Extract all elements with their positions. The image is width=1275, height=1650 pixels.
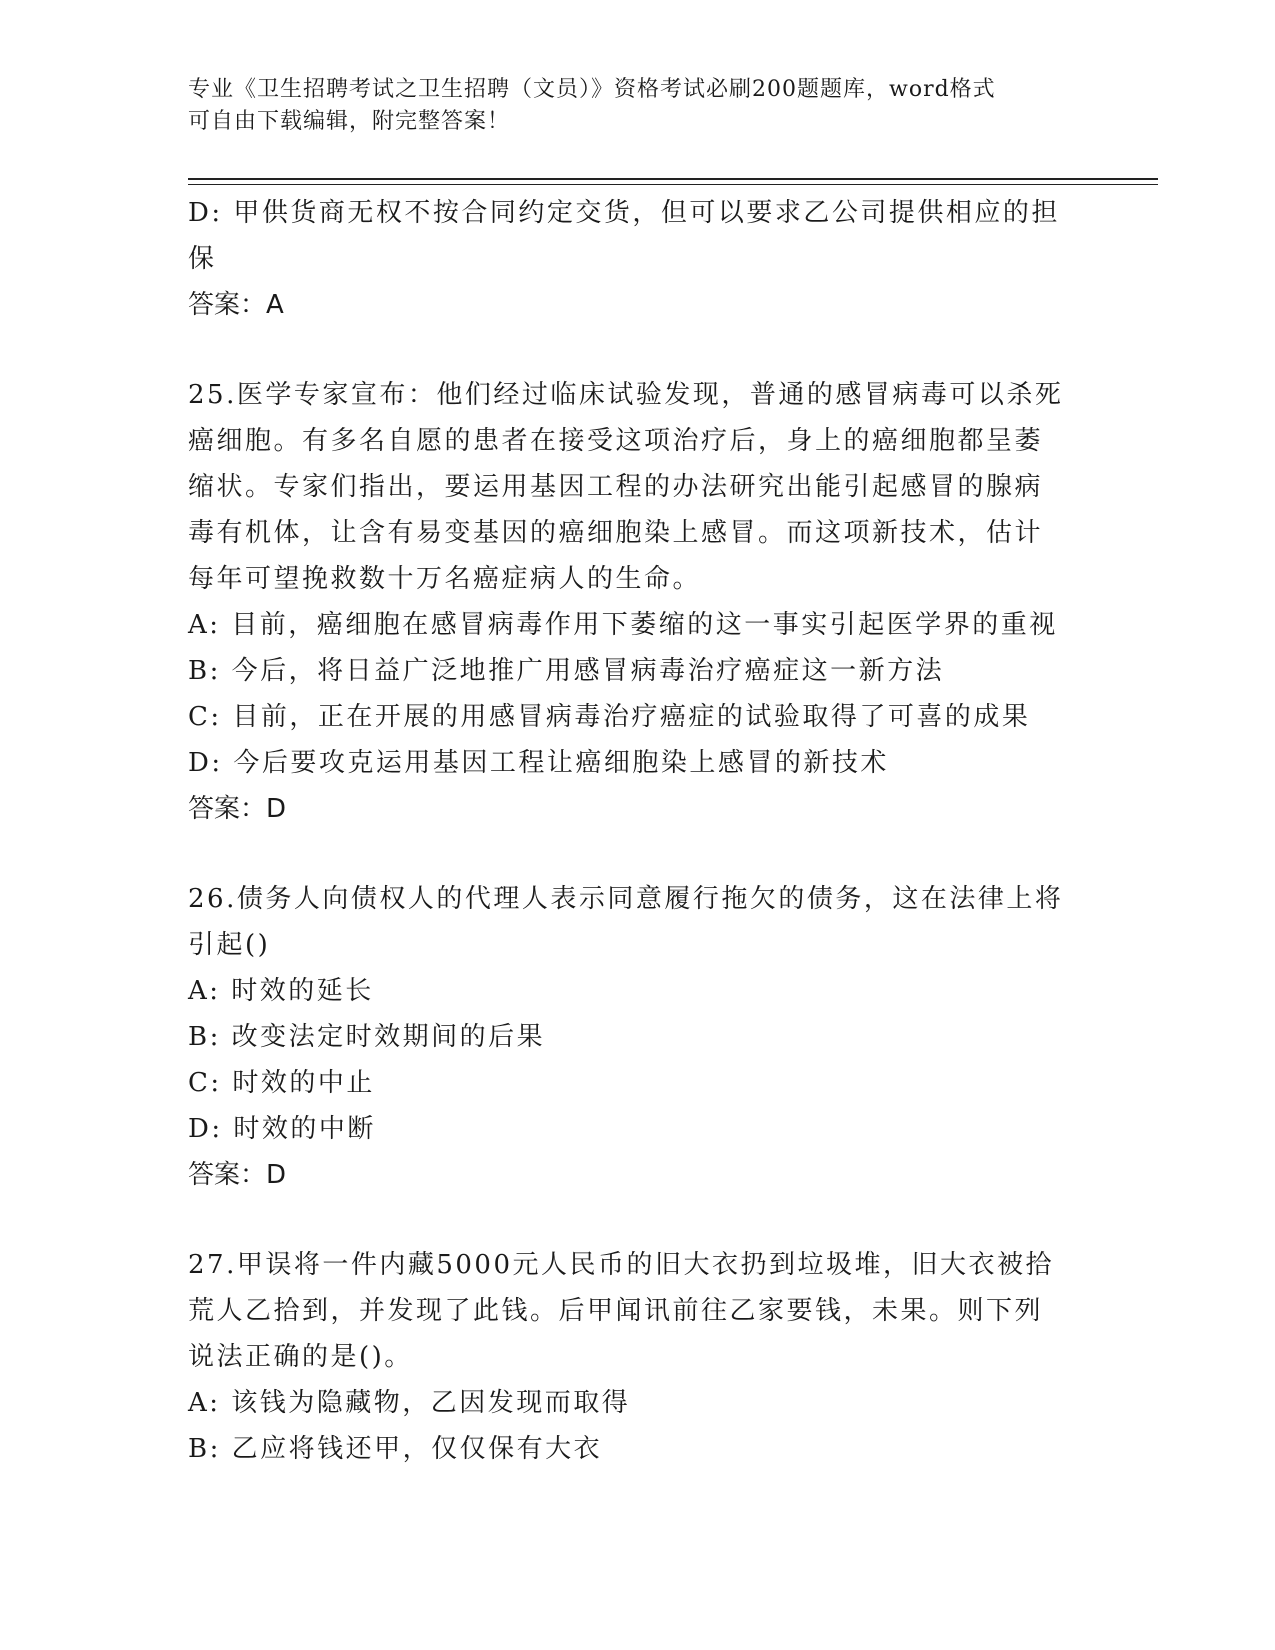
document-body (188, 190, 1088, 1472)
header-line-2: 可自由下载编辑，附完整答案！ (188, 109, 511, 134)
option-b: B: 改变法定时效期间的后果 (188, 1022, 546, 1052)
document-header (188, 74, 1088, 138)
question-25 (188, 372, 1088, 832)
question-stem-line: 每年可望挽救数十万名癌症病人的生命。 (188, 564, 702, 594)
question-stem-line: 缩状。专家们指出，要运用基因工程的办法研究出能引起感冒的腺病 (188, 472, 1044, 502)
option-d: D: 今后要攻克运用基因工程让癌细胞染上感冒的新技术 (188, 748, 889, 778)
spacer (188, 1198, 1088, 1242)
option-a: A: 时效的延长 (188, 976, 374, 1006)
question-26 (188, 876, 1088, 1198)
option-c: C: 时效的中止 (188, 1068, 375, 1098)
header-line-1: 专业《卫生招聘考试之卫生招聘（文员）》资格考试必刷200题题库，word格式 (188, 77, 996, 102)
header-rule-thick (188, 178, 1158, 180)
option-a: A: 该钱为隐藏物，乙因发现而取得 (188, 1388, 631, 1418)
question-stem-line: 毒有机体，让含有易变基因的癌细胞染上感冒。而这项新技术，估计 (188, 518, 1044, 548)
answer-label: 答案：D (188, 1160, 287, 1190)
option-d-continued: 保 (188, 244, 217, 274)
option-b: B: 今后，将日益广泛地推广用感冒病毒治疗癌症这一新方法 (188, 656, 945, 686)
option-b: B: 乙应将钱还甲，仅仅保有大衣 (188, 1434, 603, 1464)
question-stem-line: 26.债务人向债权人的代理人表示同意履行拖欠的债务，这在法律上将 (188, 884, 1064, 914)
question-27 (188, 1242, 1088, 1472)
option-d: D: 时效的中断 (188, 1114, 376, 1144)
question-stem-line: 引起() (188, 930, 271, 960)
question-stem-line: 荒人乙拾到，并发现了此钱。后甲闻讯前往乙家要钱，未果。则下列 (188, 1296, 1044, 1326)
option-c: C: 目前，正在开展的用感冒病毒治疗癌症的试验取得了可喜的成果 (188, 702, 1031, 732)
header-rule-thin (188, 184, 1158, 185)
question-stem-line: 25.医学专家宣布：他们经过临床试验发现，普通的感冒病毒可以杀死 (188, 380, 1064, 410)
question-24-tail (188, 190, 1088, 328)
spacer (188, 832, 1088, 876)
spacer (188, 328, 1088, 372)
option-a: A: 目前，癌细胞在感冒病毒作用下萎缩的这一事实引起医学界的重视 (188, 610, 1058, 640)
answer-label: 答案：D (188, 794, 287, 824)
question-stem-line: 27.甲误将一件内藏5000元人民币的旧大衣扔到垃圾堆，旧大衣被拾 (188, 1250, 1055, 1280)
option-d: D: 甲供货商无权不按合同约定交货，但可以要求乙公司提供相应的担 (188, 198, 1060, 228)
answer-label: 答案：A (188, 290, 284, 320)
question-stem-line: 说法正确的是()。 (188, 1342, 413, 1372)
question-stem-line: 癌细胞。有多名自愿的患者在接受这项治疗后，身上的癌细胞都呈萎 (188, 426, 1044, 456)
